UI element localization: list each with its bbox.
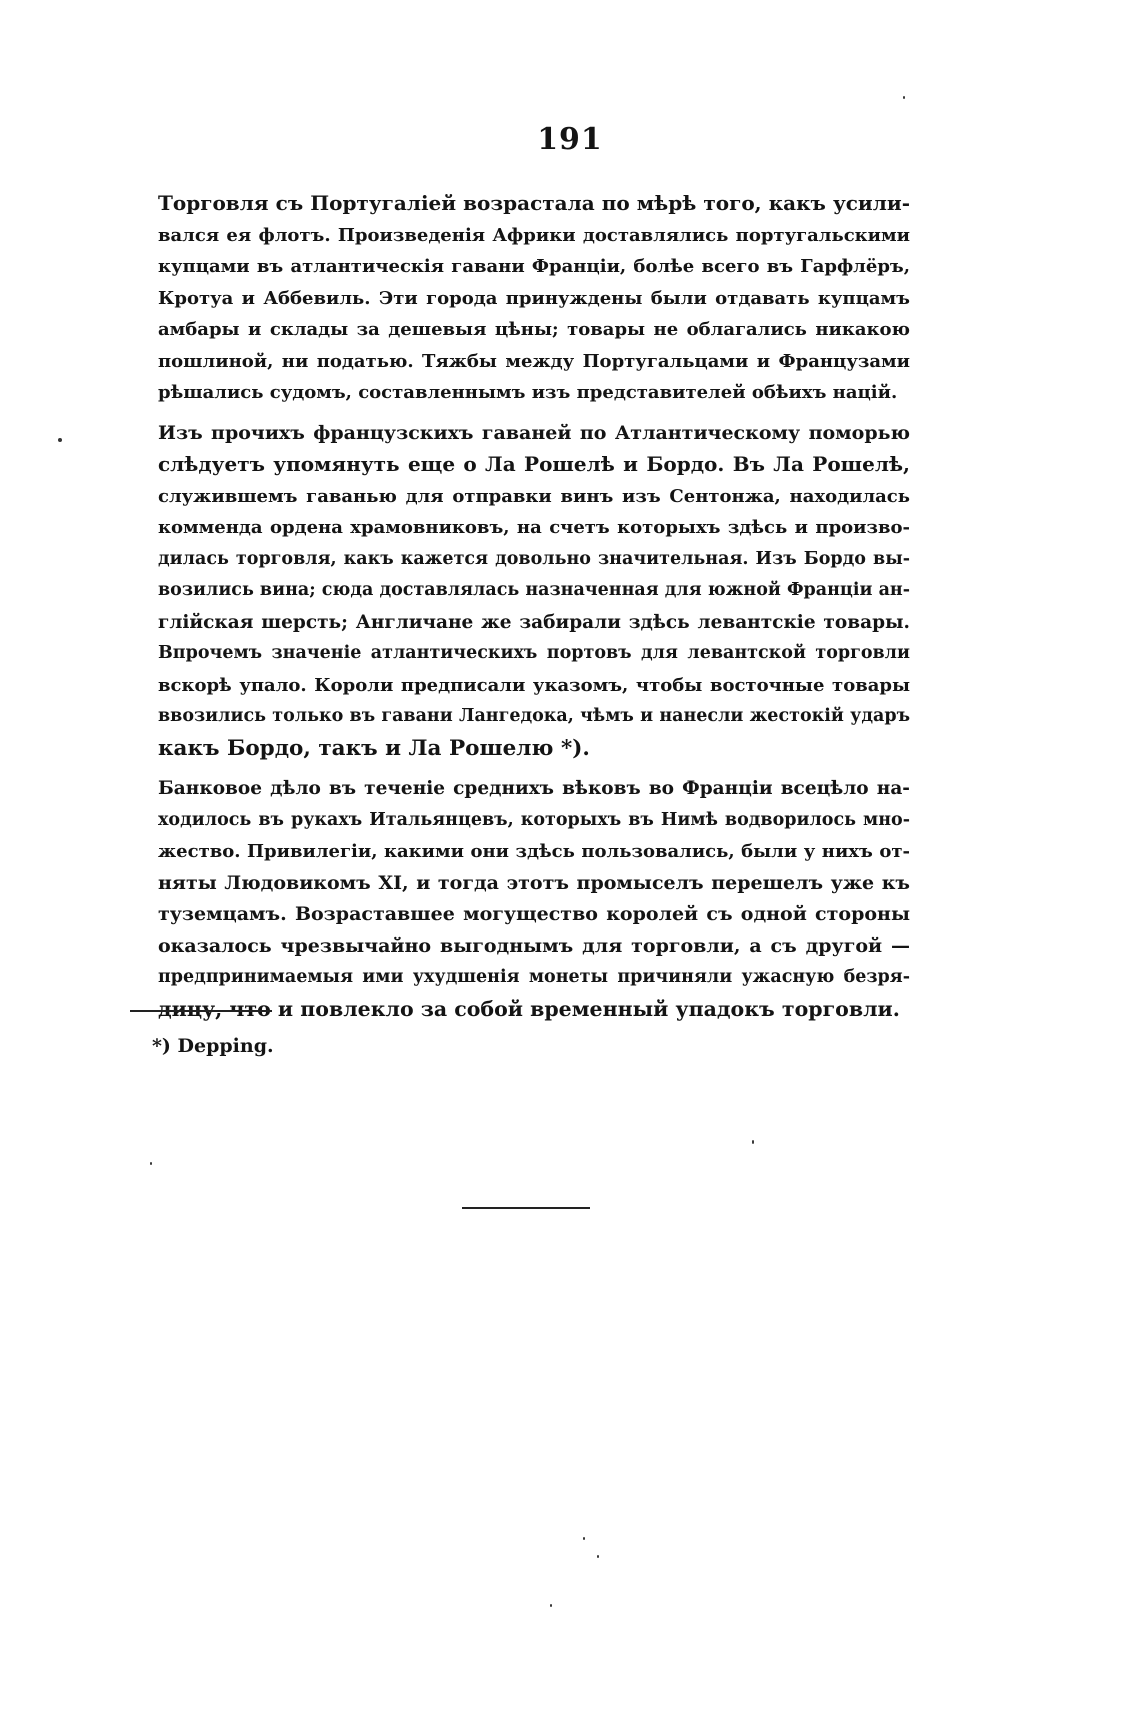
text-line: амбары и склады за дешевыя цѣны; товары не облагались никакою — [158, 319, 910, 340]
text-line: Кротуа и Аббевиль. Эти города принуждены были отдавать купцамъ — [158, 287, 910, 309]
text-line: Впрочемъ значеніе атлантическихъ портовъ для левантской торговли — [158, 643, 910, 663]
scan-speck — [903, 96, 905, 99]
text-line: рѣшались судомъ, составленнымъ изъ представителей обѣихъ націй. — [158, 382, 898, 403]
text-line: Торговля съ Португаліей возрастала по мѣрѣ того, какъ усили- — [158, 191, 910, 215]
text-line: ходилось въ рукахъ Итальянцевъ, которыхъ въ Нимѣ водворилось мно- — [158, 809, 910, 830]
text-line: служившемъ гаванью для отправки винъ изъ Сентонжа, находилась — [158, 485, 910, 507]
scan-speck — [583, 1537, 585, 1540]
text-line: оказалось чрезвычайно выгоднымъ для торговли, а съ другой — — [158, 934, 910, 957]
footnote-rule — [130, 1010, 272, 1012]
scan-speck — [752, 1140, 754, 1144]
text-line: коммендa ордена храмовниковъ, на счетъ которыхъ здѣсь и произво- — [158, 517, 910, 538]
text-line: Изъ прочихъ французскихъ гаваней по Атлантическому поморью — [158, 421, 910, 444]
scan-speck — [58, 438, 62, 442]
text-line: няты Людовикомъ XI, и тогда этотъ промыселъ перешелъ уже къ — [158, 871, 910, 894]
text-line: глійская шерсть; Англичане же забирали здѣсь левантскіе товары. — [158, 611, 910, 633]
page-number: 191 — [537, 122, 603, 157]
footnote: *) Depping. — [152, 1035, 274, 1057]
body-text — [158, 188, 910, 1025]
text-line: жество. Привилегіи, какими они здѣсь пользовались, были у нихъ от- — [158, 841, 910, 862]
text-line: дицу, что и повлекло за собой временный упадокъ торговли. — [158, 996, 900, 1021]
text-line: какъ Бордо, такъ и Ла Рошелю *). — [158, 735, 590, 761]
scan-speck — [150, 1162, 152, 1165]
end-rule — [462, 1207, 590, 1209]
paragraph — [158, 773, 910, 1025]
paragraph — [158, 188, 910, 409]
text-line: ввозились только въ гавани Лангедока, чѣмъ и нанесли жестокій ударъ — [158, 706, 910, 726]
text-line: вскорѣ упало. Короли предписали указомъ, чтобы восточные товары — [158, 674, 910, 696]
paragraph — [158, 418, 910, 765]
text-line: вался ея флотъ. Произведенія Африки доставлялись португальскими — [158, 224, 910, 246]
text-line: пошлиной, ни податью. Тяжбы между Португальцами и Французами — [158, 350, 910, 372]
text-line: туземцамъ. Возраставшее могущество королей съ одной стороны — [158, 903, 910, 925]
text-line: возились вина; сюда доставлялась назначенная для южной Франціи ан- — [158, 580, 910, 600]
text-line: предпринимаемыя ими ухудшенія монеты причиняли ужасную безря- — [158, 967, 910, 987]
text-line: дилась торговля, какъ кажется довольно значительная. Изъ Бордо вы- — [158, 548, 910, 569]
text-line: слѣдуетъ упомянуть еще о Ла Рошелѣ и Бордо. Въ Ла Рошелѣ, — [158, 452, 910, 476]
text-line: Банковое дѣло въ теченіе среднихъ вѣковъ во Франціи всецѣло на- — [158, 778, 910, 799]
text-line: купцами въ атлантическія гавани Франціи, болѣе всего въ Гарфлёръ, — [158, 256, 910, 277]
scan-speck — [597, 1555, 599, 1558]
scan-speck — [550, 1604, 552, 1607]
